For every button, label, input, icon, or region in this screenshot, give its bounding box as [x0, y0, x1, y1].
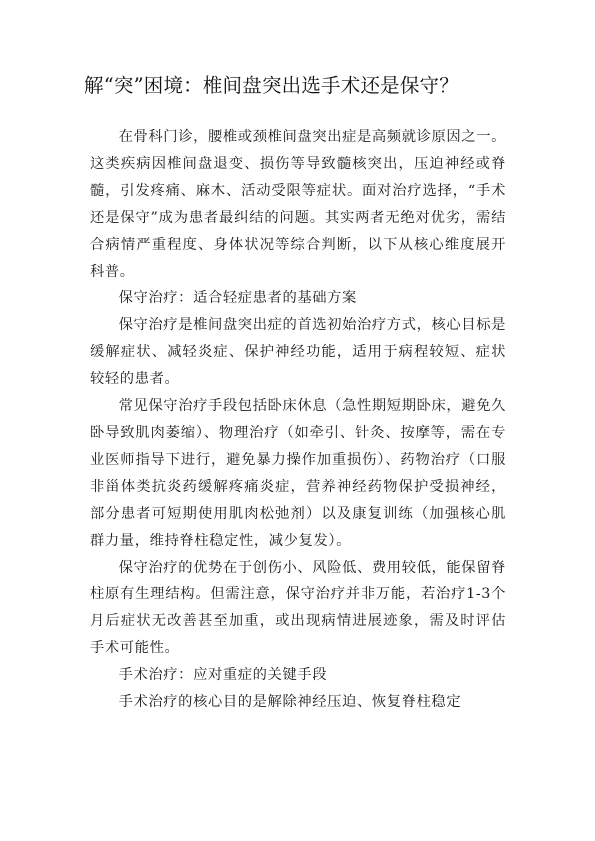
conservative-paragraph-2: 常见保守治疗手段包括卧床休息（急性期短期卧床，避免久卧导致肌肉萎缩）、物理治疗（如牵引、针灸、按摩等，需在专业医师指导下进行，避免暴力操作加重损伤）、药物治疗（口服非甾体类抗炎药缓解疼痛炎症，营养神经药物保护受损神经，部分患者可短期使用肌肉松弛剂）以及康复训练（加强核心肌群力量，维持脊柱稳定性，减少复发）。: [90, 398, 506, 549]
conservative-paragraph-1: 保守治疗是椎间盘突出症的首选初始治疗方式，核心目标是缓解症状、减轻炎症、保护神经功能，适用于病程较短、症状较轻的患者。: [90, 317, 506, 388]
document-title: 解“突”困境：椎间盘突出选手术还是保守？: [84, 74, 459, 97]
intro-paragraph: 在骨科门诊，腰椎或颈椎间盘突出症是高频就诊原因之一。这类疾病因椎间盘退变、损伤等导致髓核突出，压迫神经或脊髓，引发疼痛、麻木、活动受限等症状。面对治疗选择，“手术还是保守”成为患者最纠结的问题。其实两者无绝对优劣，需结合病情严重程度、身体状况等综合判断，以下从核心维度展开科普。: [90, 129, 506, 280]
section-heading-surgery: 手术治疗：应对重症的关键手段: [118, 667, 328, 684]
conservative-paragraph-3: 保守治疗的优势在于创伤小、风险低、费用较低，能保留脊柱原有生理结构。但需注意，保守治疗并非万能，若治疗1-3个月后症状无改善甚至加重，或出现病情进展迹象，需及时评估手术可能性。: [90, 559, 506, 657]
document-body: [90, 124, 506, 716]
section-heading-conservative: 保守治疗：适合轻症患者的基础方案: [118, 290, 357, 307]
surgery-paragraph-1: 手术治疗的核心目的是解除神经压迫、恢复脊柱稳定: [118, 694, 462, 711]
